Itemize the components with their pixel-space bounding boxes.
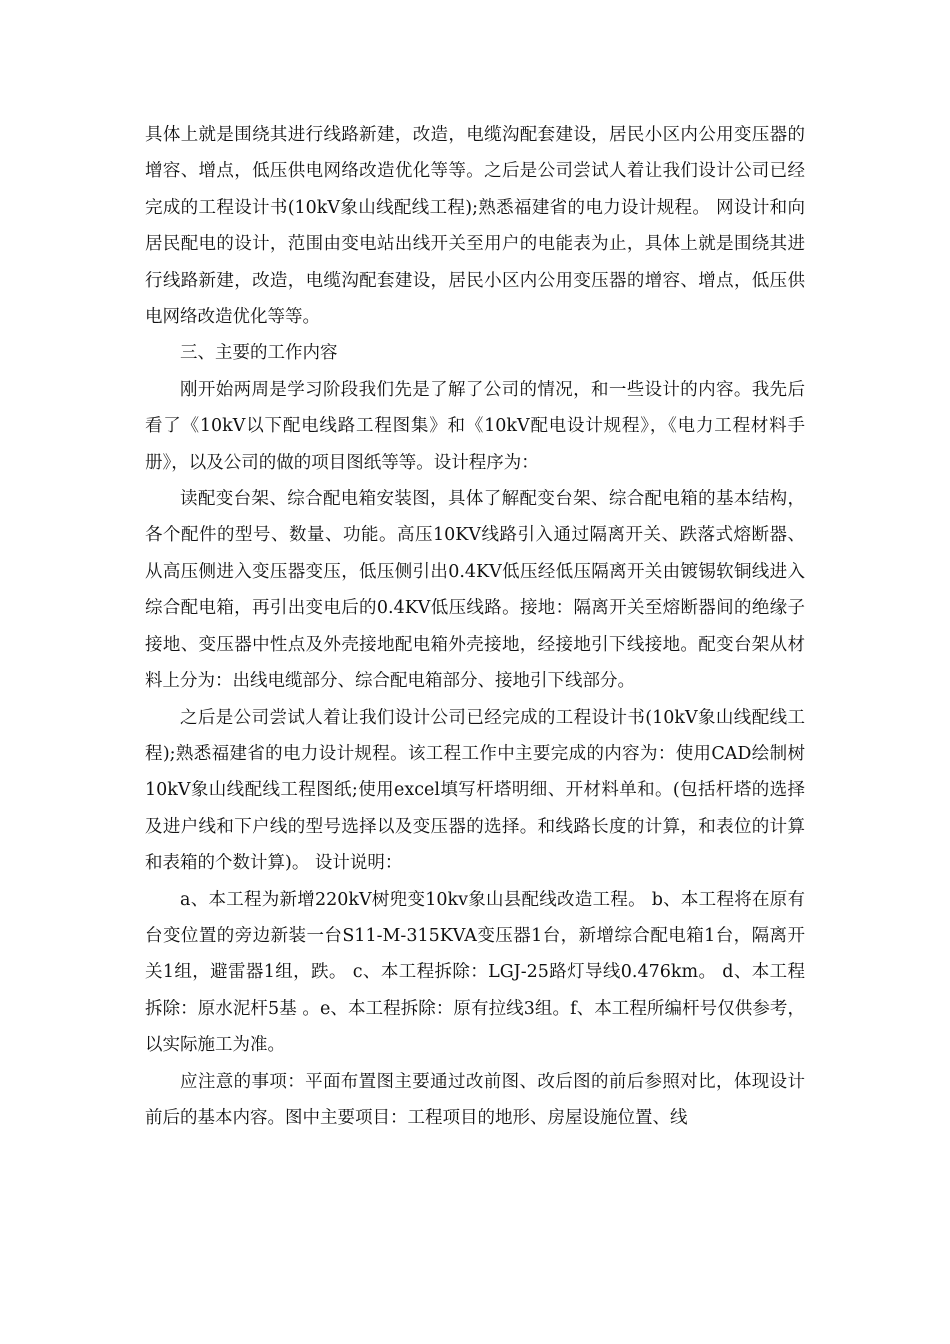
section-heading-main-work: 三、主要的工作内容 — [180, 343, 338, 364]
paragraph-attention-items: 应注意的事项：平面布置图主要通过改前图、改后图的前后参照对比，体现设计前后的基本内容。图中主要项目：工程项目的地形、房屋设施位置、线 — [145, 1071, 805, 1128]
paragraph-transformer-platform: 读配变台架、综合配电箱安装图，具体了解配变台架、综合配电箱的基本结构，各个配件的型号、数量、功能。高压10KV线路引入通过隔离开关、跌落式熔断器、从高压侧进入变压器变压，低压侧引出0.4KV低压经低压隔离开关由镀锡软铜线进入综合配电箱，再引出变电后的0.4KV低压线路。接地：隔离开关至熔断器间的绝缘子接地、变压器中性点及外壳接地配电箱外壳接地，经接地引下线接地。配变台架从材料上分为：出线电缆部分、综合配电箱部分、接地引下线部分。 — [145, 489, 805, 692]
document-page — [145, 117, 805, 1136]
paragraph-project-design: 之后是公司尝试人着让我们设计公司已经完成的工程设计书(10kV象山线配线工程);熟悉福建省的电力设计规程。该工程工作中主要完成的内容为：使用CAD绘制树10kV象山线配线工程图纸;使用excel填写杆塔明细、开材料单和。(包括杆塔的选择及进户线和下户线的型号选择以及变压器的选择。和线路长度的计算，和表位的计算和表箱的个数计算)。 设计说明： — [145, 707, 805, 874]
paragraph-learning-phase: 刚开始两周是学习阶段我们先是了解了公司的情况，和一些设计的内容。我先后看了《10kV以下配电线路工程图集》和《10kV配电设计规程》，《电力工程材料手册》，以及公司的做的项目图纸等等。设计程序为： — [145, 379, 805, 473]
paragraph-design-notes: a、本工程为新增220kV树兜变10kv象山县配线改造工程。 b、本工程将在原有台变位置的旁边新装一台S11-M-315KVA变压器1台，新增综合配电箱1台，隔离开关1组，避雷器1组，跌。 c、本工程拆除：LGJ-25路灯导线0.476km。 d、本工程拆除：原水泥杆5基 。e、本工程拆除：原有拉线3组。f、本工程所编杆号仅供参考，以实际施工为准。 — [145, 889, 805, 1056]
paragraph-intro: 具体上就是围绕其进行线路新建，改造，电缆沟配套建设，居民小区内公用变压器的增容、增点，低压供电网络改造优化等等。之后是公司尝试人着让我们设计公司已经完成的工程设计书(10kV象山线配线工程);熟悉福建省的电力设计规程。 网设计和向居民配电的设计，范围由变电站出线开关至用户的电能表为止，具体上就是围绕其进行线路新建，改造，电缆沟配套建设，居民小区内公用变压器的增容、增点，低压供电网络改造优化等等。 — [145, 125, 805, 328]
